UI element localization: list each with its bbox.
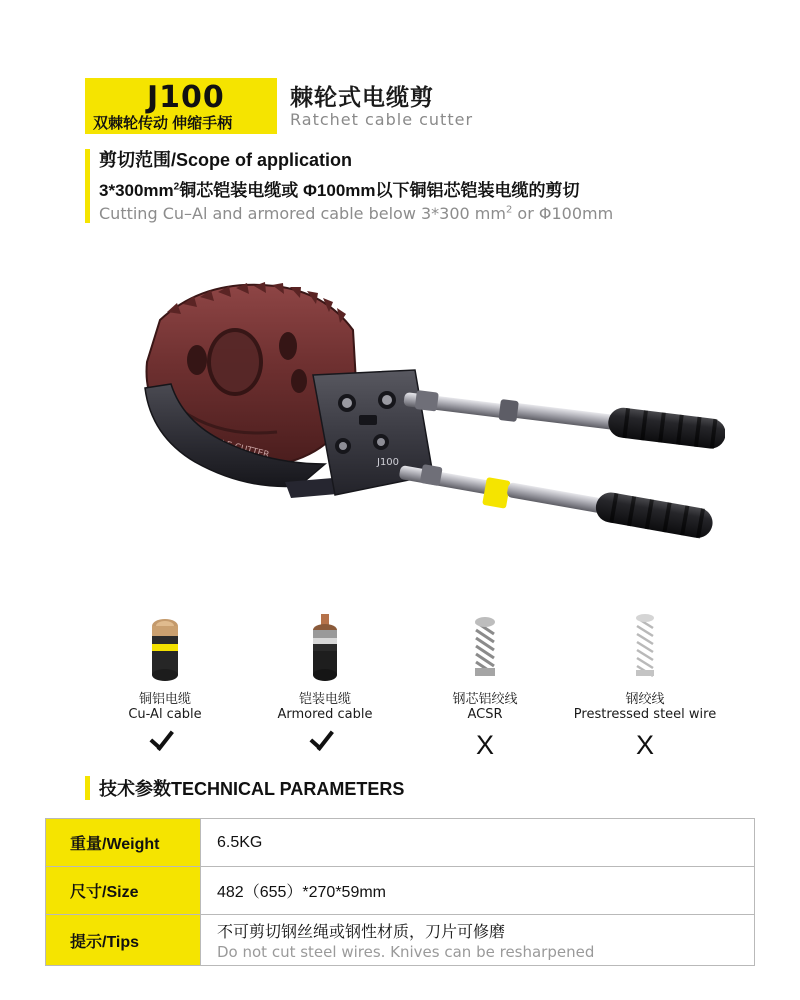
scope-en-sup: 2	[505, 204, 513, 216]
spec-label-size: 尺寸/Size	[46, 867, 201, 915]
applications-row	[85, 612, 725, 772]
application-name-en: Armored cable	[277, 707, 373, 722]
scope-cn-sup: 2	[173, 181, 180, 193]
ratchet-cable-cutter-illustration	[85, 250, 725, 610]
table-row	[46, 915, 755, 966]
check-icon	[148, 732, 182, 754]
product-title-cn: 棘轮式电缆剪	[290, 84, 434, 110]
cutter-lower-handle	[399, 464, 715, 540]
application-name-cn: 铜铝电缆	[138, 691, 191, 706]
cable-acsr-icon	[405, 612, 565, 684]
application-mark-check	[245, 728, 405, 762]
table-row	[46, 819, 755, 867]
application-item	[85, 612, 245, 772]
scope-en-rest: or Φ100mm	[512, 204, 614, 223]
scope-en-main: Cutting Cu–Al and armored cable below 3*300 mm	[99, 204, 506, 223]
product-body-label: J100	[377, 457, 400, 468]
scope-cn-rest: 铜芯铠装电缆或 Φ100mm以下铜铝芯铠装电缆的剪切	[179, 181, 580, 200]
spec-label-weight: 重量/Weight	[46, 819, 201, 867]
specifications-table	[45, 818, 755, 966]
tech-accent-bar	[85, 776, 90, 800]
spec-label-tips: 提示/Tips	[46, 915, 201, 966]
model-tag-subtitle: 双棘轮传动 伸缩手柄	[93, 115, 233, 132]
spec-value-weight-text: 6.5KG	[217, 833, 263, 851]
cutter-upper-handle	[403, 390, 725, 450]
scope-cn-main: 3*300mm	[99, 181, 174, 200]
product-title-en: Ratchet cable cutter	[290, 110, 474, 129]
header-title-block	[85, 78, 715, 136]
tech-heading-text: 技术参数TECHNICAL PARAMETERS	[99, 779, 405, 799]
spec-value-tips-en: Do not cut steel wires. Knives can be resharpened	[217, 943, 595, 961]
table-row	[46, 867, 755, 915]
spec-value-size	[201, 867, 755, 915]
application-name-cn: 钢绞线	[625, 691, 665, 706]
handle-yellow-label	[482, 477, 510, 509]
spec-value-tips-cn: 不可剪切钢丝绳或钢性材质，刀片可修磨	[217, 924, 506, 941]
spec-value-size-text: 482（655）*270*59mm	[217, 884, 386, 901]
scope-heading: 剪切范围/Scope of application	[99, 150, 353, 170]
scope-accent-bar	[85, 149, 90, 223]
application-item	[245, 612, 405, 772]
application-name-cn: 钢芯铝绞线	[452, 691, 518, 706]
application-name-en: ACSR	[467, 707, 503, 722]
application-item	[405, 612, 565, 772]
check-icon	[308, 732, 342, 754]
application-item	[565, 612, 725, 772]
spec-value-weight	[201, 819, 755, 867]
application-mark-cross: X	[635, 730, 654, 760]
scope-text-en	[99, 204, 613, 223]
scope-text-cn	[99, 176, 580, 201]
cable-cu-al-icon	[85, 612, 245, 684]
page-bottom-edge	[0, 994, 800, 1000]
cable-armored-icon	[245, 612, 405, 684]
application-name-en: Prestressed steel wire	[573, 707, 717, 722]
application-name-en: Cu-Al cable	[128, 707, 202, 722]
spec-value-tips	[201, 915, 755, 966]
application-mark-cross: X	[475, 730, 494, 760]
product-image	[85, 250, 725, 610]
application-name-cn: 铠装电缆	[298, 691, 351, 706]
cable-steel-wire-icon	[565, 612, 725, 684]
model-code: J100	[147, 80, 225, 115]
application-mark-check	[85, 728, 245, 762]
